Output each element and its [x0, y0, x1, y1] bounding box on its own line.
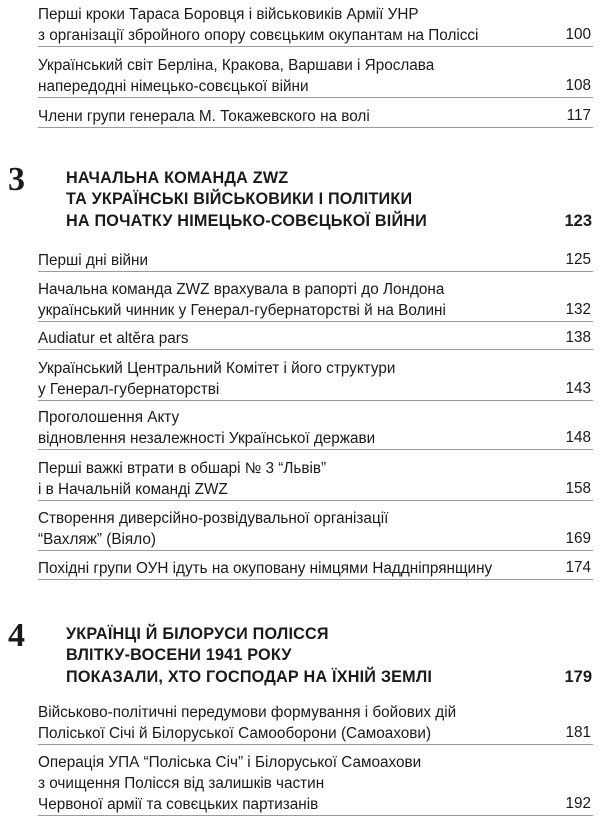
toc-entry-text: Український Центральний Комітет і його структури — [38, 360, 396, 377]
chapter-page: 123 — [564, 212, 592, 230]
toc-entry-page: 169 — [565, 530, 591, 547]
toc-entry-text: Перші дні війни — [38, 252, 149, 269]
toc-entry-text: відновлення незалежності Української держави — [38, 430, 376, 447]
toc-entry-page: 174 — [565, 559, 591, 576]
toc-entry-text: з очищення Полісся від залишків частин — [38, 775, 325, 792]
toc-entry — [38, 106, 593, 128]
toc-entry-text: Український світ Берліна, Кракова, Варшави і Ярослава — [38, 57, 435, 74]
toc-entry-page: 117 — [566, 107, 591, 124]
toc-entry-text: у Генерал-губернаторстві — [38, 381, 220, 398]
toc-entry — [38, 250, 593, 272]
chapter-title-line: ПОКАЗАЛИ, ХТО ГОСПОДАР НА ЇХНІЙ ЗЕМЛІ — [66, 667, 433, 686]
toc-entry-text: і в Начальній команді ZWZ — [38, 481, 228, 498]
chapter-number: 4 — [8, 617, 25, 654]
toc-entry-page: 132 — [565, 301, 591, 318]
toc-entry — [38, 458, 593, 501]
toc-entry — [38, 508, 593, 551]
toc-entry — [38, 407, 593, 450]
toc-entry — [38, 558, 593, 580]
toc-entry — [38, 4, 593, 47]
toc-entry-text: напередодні німецько-совєцької війни — [38, 78, 309, 95]
toc-entry-page: 148 — [565, 429, 591, 446]
toc-entry-page: 143 — [565, 380, 591, 397]
toc-entry — [38, 55, 593, 98]
toc-entry — [38, 279, 593, 322]
chapter-title-line: ВЛІТКУ-ВОСЕНИ 1941 РОКУ — [66, 646, 292, 665]
toc-entry-page: 181 — [565, 724, 591, 741]
toc-entry-text: Начальна команда ZWZ врахувала в рапорті до Лондона — [38, 281, 445, 298]
toc-entry — [38, 328, 593, 350]
chapter-page: 179 — [564, 668, 592, 686]
chapter-title-line: УКРАЇНЦІ Й БІЛОРУСИ ПОЛІССЯ — [66, 625, 329, 643]
toc-entry-page: 100 — [565, 26, 591, 43]
toc-entry-text: Створення диверсійно-розвідувальної організації — [38, 510, 389, 527]
chapter-number: 3 — [8, 161, 25, 198]
toc-entry-text: Audiatur et altĕra pars — [38, 330, 189, 347]
toc-entry-text: Проголошення Акту — [38, 409, 180, 426]
toc-entry-text: з організації збройного опору совєцьким окупантам на Поліссі — [38, 27, 479, 44]
toc-entry — [38, 752, 593, 816]
toc-entry-text: Військово-політичні передумови формування і бойових дій — [38, 704, 457, 721]
toc-entry-text: український чинник у Генерал-губернаторстві й на Волині — [38, 302, 446, 319]
chapter-title-line: НА ПОЧАТКУ НІМЕЦЬКО-СОВЄЦЬКОЇ ВІЙНИ — [66, 211, 428, 230]
toc-entry-text: Похідні групи ОУН ідуть на окуповану німцями Наддніпрянщину — [38, 560, 493, 577]
toc-entry-text: Перші кроки Тараса Боровця і військовиків Армії УНР — [38, 6, 419, 23]
toc-entry-page: 138 — [565, 329, 591, 346]
toc-entry-text: Перші важкі втрати в обшарі № 3 “Львів” — [38, 460, 327, 477]
toc-entry-page: 125 — [565, 251, 591, 268]
toc-entry-text: Червоної армії та совєцьких партизанів — [38, 796, 319, 813]
toc-entry-text: “Вахляж” (Віяло) — [38, 531, 156, 548]
toc-entry-page: 108 — [565, 77, 591, 94]
chapter-title-line: ТА УКРАЇНСЬКІ ВІЙСЬКОВИКИ І ПОЛІТИКИ — [66, 190, 413, 209]
toc-entry — [38, 358, 593, 401]
toc-entry-text: Члени групи генерала М. Токажевского на волі — [38, 108, 370, 125]
toc-entry — [38, 702, 593, 745]
chapter-title-line: НАЧАЛЬНА КОМАНДА ZWZ — [66, 169, 289, 187]
toc-entry-text: Операція УПА “Поліська Січ” і Білоруської Самоахови — [38, 754, 422, 771]
toc-entry-text: Поліської Січі й Білоруської Самооборони (Самоахови) — [38, 725, 432, 742]
toc-entry-page: 158 — [565, 480, 591, 497]
toc-entry-page: 192 — [565, 795, 591, 812]
